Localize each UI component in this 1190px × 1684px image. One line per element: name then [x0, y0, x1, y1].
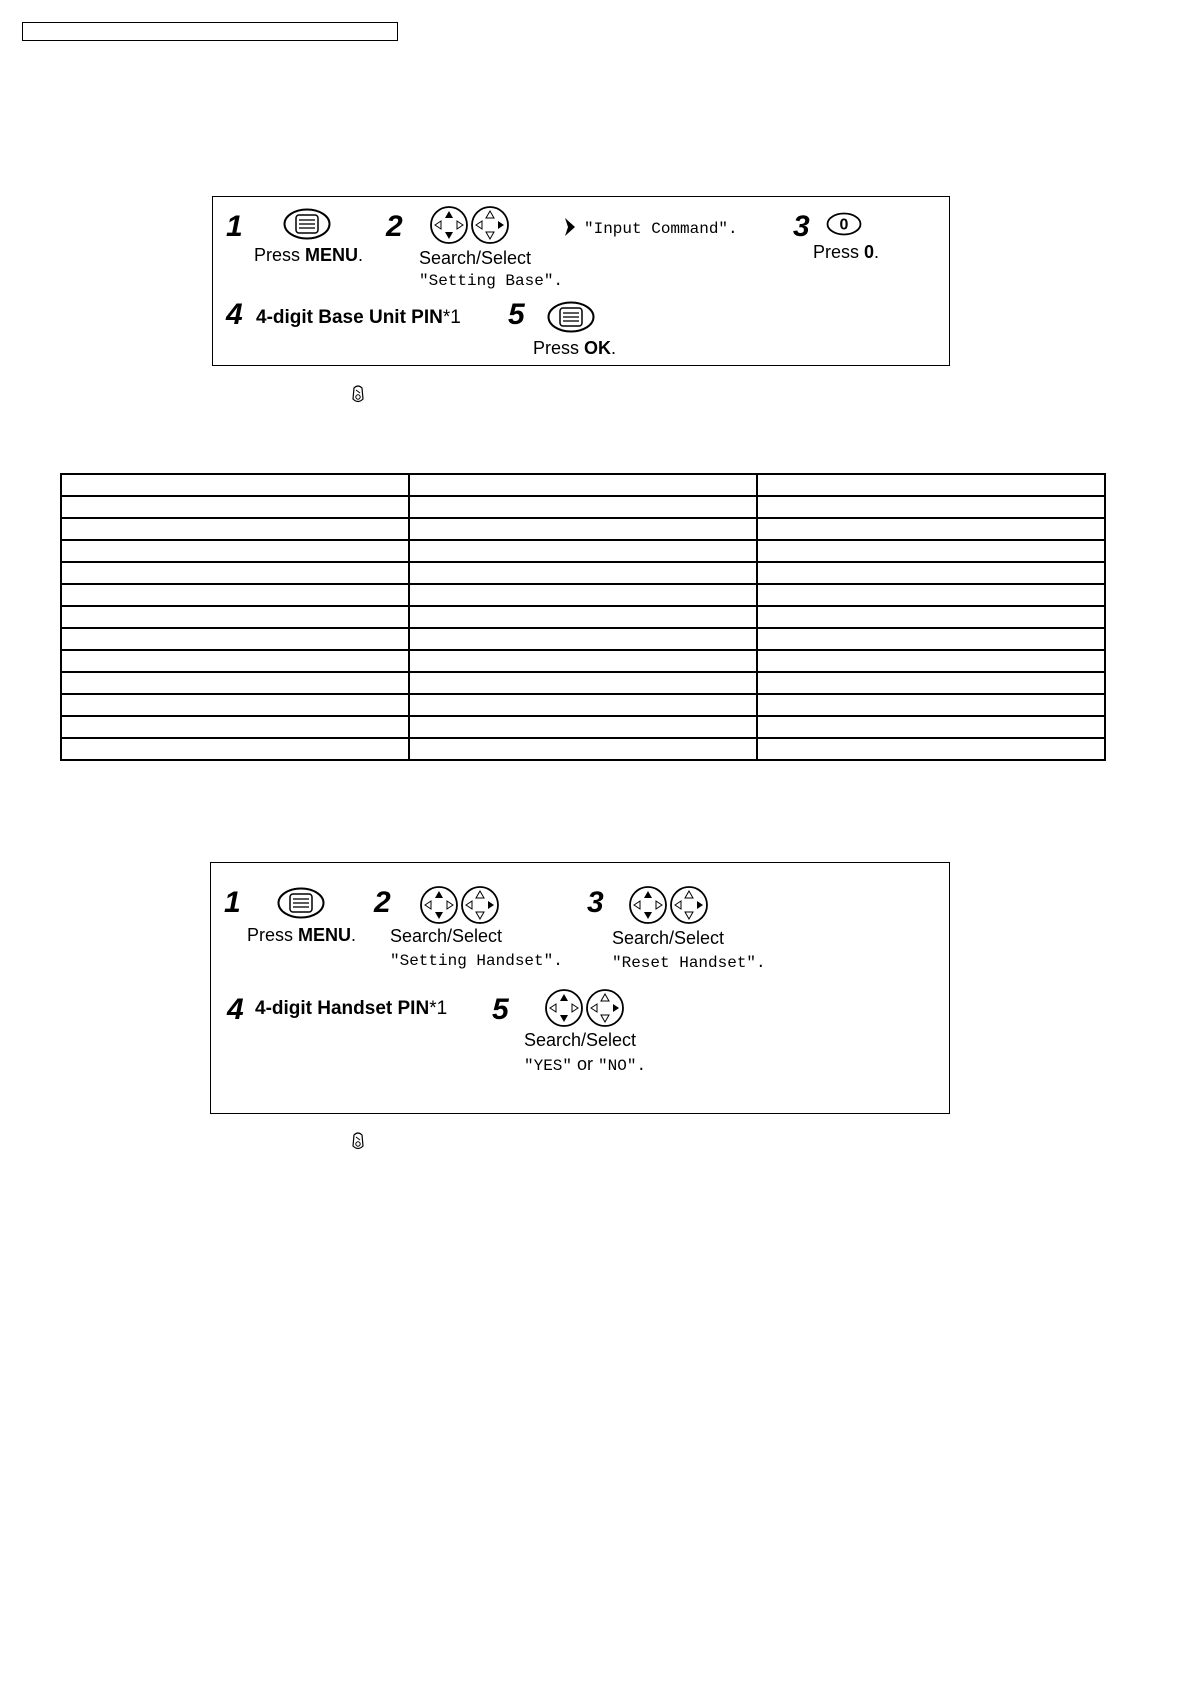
table-cell	[61, 716, 409, 738]
table-cell	[409, 474, 757, 496]
step-instruction: Press MENU.	[254, 245, 364, 265]
table-cell	[409, 540, 757, 562]
navigator-key-icon	[629, 886, 709, 924]
menu-button-icon	[277, 887, 325, 919]
table-cell	[757, 738, 1105, 760]
table-row	[61, 540, 1105, 562]
table-cell	[409, 606, 757, 628]
table-row	[61, 694, 1105, 716]
table-row	[61, 518, 1105, 540]
table-row	[61, 672, 1105, 694]
table-cell	[757, 672, 1105, 694]
table-cell	[409, 518, 757, 540]
menu-button-icon	[283, 208, 331, 240]
step-number: 4	[227, 993, 244, 1026]
table-row	[61, 562, 1105, 584]
step-number: 5	[508, 298, 525, 331]
table-cell	[61, 496, 409, 518]
table-cell	[61, 562, 409, 584]
pin-entry-text: 4-digit Handset PIN*1	[255, 998, 448, 1019]
zero-key-glyph: 0	[839, 216, 849, 234]
step-instruction: Press 0.	[813, 242, 880, 262]
table-cell	[61, 518, 409, 540]
table-cell	[757, 606, 1105, 628]
table-cell	[61, 606, 409, 628]
step-number: 1	[226, 210, 243, 243]
step-instruction: Search/Select	[390, 926, 503, 946]
step-number: 5	[492, 993, 509, 1026]
step-number: 4	[226, 298, 243, 331]
table-cell	[757, 540, 1105, 562]
table-cell	[409, 628, 757, 650]
step-number: 1	[224, 886, 241, 919]
navigator-key-icon	[420, 886, 500, 924]
menu-button-icon	[547, 301, 595, 333]
table-row	[61, 628, 1105, 650]
table-cell	[757, 650, 1105, 672]
table-row	[61, 474, 1105, 496]
table-cell	[61, 650, 409, 672]
step-instruction: Press MENU.	[247, 925, 357, 945]
table-row	[61, 584, 1105, 606]
table-row	[61, 716, 1105, 738]
table-cell	[61, 694, 409, 716]
table-row	[61, 650, 1105, 672]
menu-value: "Setting Base".	[419, 272, 564, 290]
step-number: 3	[587, 886, 604, 919]
pin-entry-text: 4-digit Base Unit PIN*1	[256, 307, 461, 328]
table-row	[61, 738, 1105, 760]
off-key-icon	[351, 384, 365, 404]
table-cell	[409, 584, 757, 606]
table-cell	[409, 694, 757, 716]
table-cell	[757, 716, 1105, 738]
table-cell	[61, 628, 409, 650]
navigator-key-icon	[430, 206, 510, 244]
menu-value: "YES" or "NO".	[524, 1054, 647, 1075]
menu-value: "Setting Handset".	[390, 952, 563, 970]
table-cell	[757, 496, 1105, 518]
navigator-key-icon	[545, 989, 625, 1027]
step-number: 3	[793, 210, 810, 243]
step-number: 2	[386, 210, 403, 243]
step-instruction: Search/Select	[524, 1030, 637, 1050]
table-cell	[61, 540, 409, 562]
table-cell	[409, 496, 757, 518]
table-row	[61, 606, 1105, 628]
table-cell	[757, 562, 1105, 584]
zero-key-icon	[826, 212, 862, 236]
step-number: 2	[374, 886, 391, 919]
table-cell	[757, 518, 1105, 540]
table-cell	[409, 738, 757, 760]
table-cell	[409, 650, 757, 672]
table-cell	[61, 584, 409, 606]
table-cell	[61, 738, 409, 760]
table-cell	[757, 628, 1105, 650]
table-cell	[757, 474, 1105, 496]
table-cell	[61, 474, 409, 496]
table-row	[61, 496, 1105, 518]
table-cell	[757, 694, 1105, 716]
step-instruction: Press OK.	[533, 338, 617, 358]
table-cell	[409, 562, 757, 584]
step-instruction: Search/Select	[419, 248, 532, 268]
arrow-right-icon	[564, 217, 576, 237]
table-cell	[409, 672, 757, 694]
empty-table	[60, 473, 1106, 761]
step-instruction: Search/Select	[612, 928, 725, 948]
menu-value: "Input Command".	[584, 220, 738, 238]
header-box	[22, 22, 398, 41]
menu-value: "Reset Handset".	[612, 954, 766, 972]
table-cell	[61, 672, 409, 694]
table-cell	[757, 584, 1105, 606]
off-key-icon	[351, 1131, 365, 1151]
table-cell	[409, 716, 757, 738]
